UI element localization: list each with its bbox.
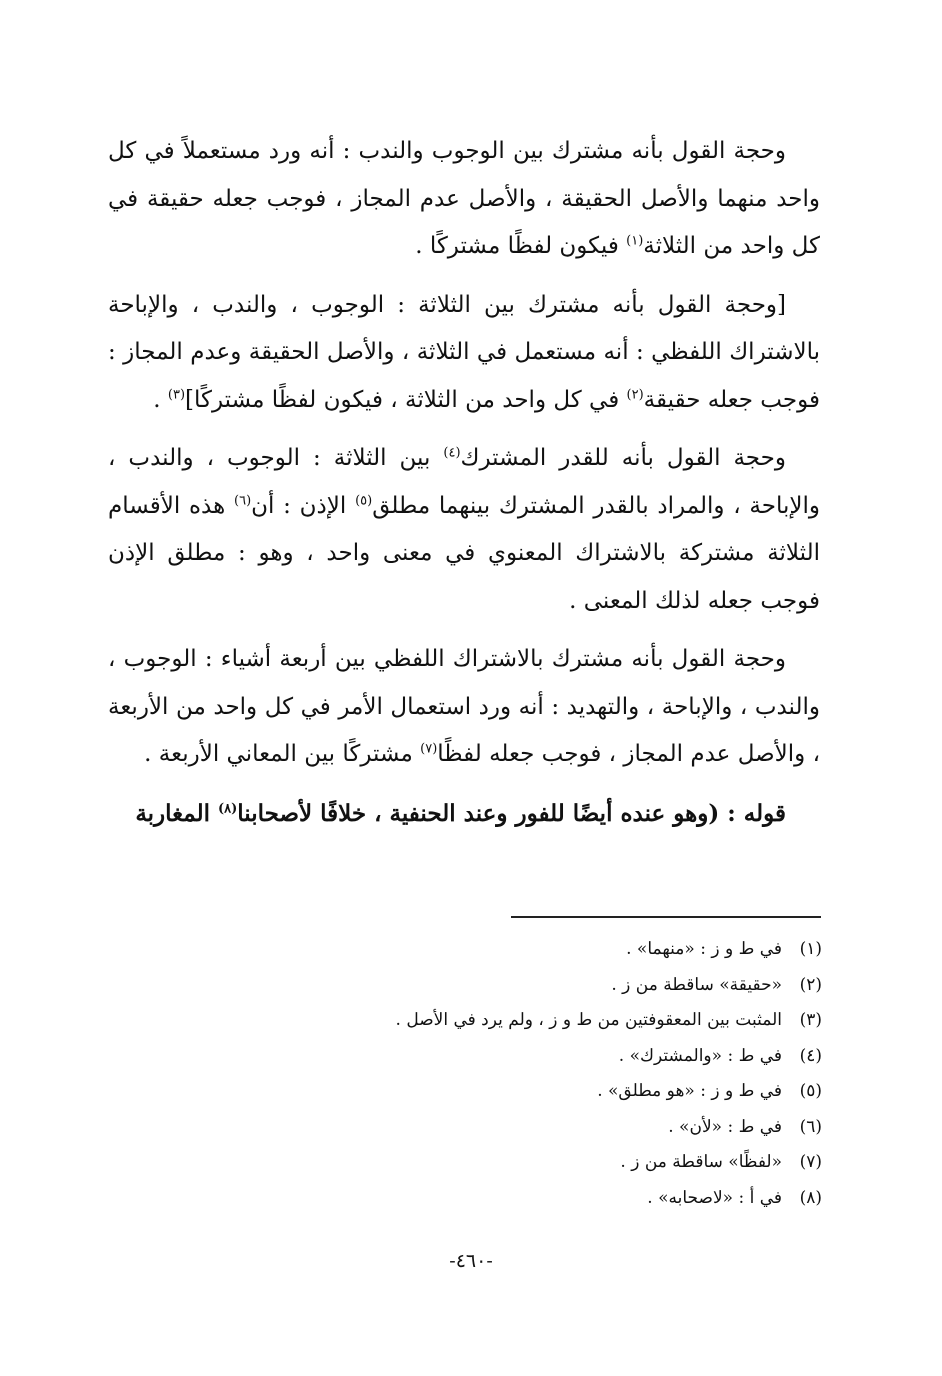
footnote-item — [122, 968, 822, 1004]
footnotes-list — [122, 932, 822, 1216]
footnote-text: المثبت بين المعقوفتين من ط و ز ، ولم يرد في الأصل . — [395, 1010, 782, 1030]
paragraph-2 — [108, 282, 820, 425]
footnote-item — [122, 1003, 822, 1039]
footnote-ref-4[interactable]: (٤) — [443, 445, 461, 461]
footnote-ref-3[interactable]: (٣) — [167, 386, 186, 402]
text-run: هذه الأقسام الثلاثة مشتركة بالاشتراك المعنوي في معنى واحد ، وهو : مطلق الإذن فوجب جعله لذلك المعنى . — [108, 492, 820, 614]
footnote-number: (٥) — [799, 1081, 822, 1101]
quote-line — [108, 790, 820, 838]
footnote-text: «حقيقة» ساقطة من ز . — [611, 974, 782, 995]
text-run: في كل واحد من الثلاثة ، فيكون لفظًا مشتركًا] — [185, 386, 627, 413]
footnote-text: في ط : «والمشترك» . — [618, 1045, 782, 1066]
footnote-ref-5[interactable]: (٥) — [355, 492, 373, 508]
footnote-ref-1[interactable]: (١) — [626, 233, 644, 249]
footnote-ref-7[interactable]: (٧) — [420, 741, 438, 757]
footnote-text: في ط و ز : «هو مطلق» . — [597, 1081, 782, 1101]
text-run: وحجة القول بأنه للقدر المشترك — [460, 445, 786, 471]
text-run: الإذن : أن — [251, 492, 356, 519]
footnote-text: في ط : «لأن» . — [668, 1116, 782, 1137]
footnote-item — [122, 1110, 822, 1146]
footnote-ref-6[interactable]: (٦) — [234, 492, 252, 508]
text-run: قوله : (وهو عنده أيضًا للفور وعند الحنفية ، خلافًا لأصحابنا — [237, 799, 786, 827]
footnote-text: في أ : «لاصحابه» . — [647, 1187, 782, 1208]
footnote-item — [122, 1145, 822, 1181]
footnote-item — [122, 1039, 822, 1075]
paragraph-1 — [108, 128, 820, 271]
text-run: . — [153, 386, 168, 413]
footnote-number: (١) — [799, 939, 822, 959]
footnote-number: (٧) — [799, 1152, 822, 1172]
text-run: وحجة القول بأنه مشترك بالاشتراك اللفظي بين أربعة أشياء : الوجوب ، والندب ، والإباحة ، والتهديد : أنه ورد استعمال الأمر في كل واحد من الأربعة ، والأصل عدم المجاز ، فوجب جعله لفظًا — [108, 646, 820, 767]
footnote-number: (٤) — [799, 1045, 822, 1066]
text-run: مشتركًا بين المعاني الأربعة . — [144, 741, 421, 767]
footnote-item — [122, 1074, 822, 1110]
footnote-text: «لفظًا» ساقطة من ز . — [620, 1152, 782, 1172]
footnote-ref-8[interactable]: (٨) — [217, 800, 238, 816]
paragraph-3 — [108, 435, 820, 625]
footnote-number: (٢) — [799, 974, 822, 995]
footnote-text: في ط و ز : «منهما» . — [626, 939, 782, 959]
footnote-number: (٣) — [799, 1010, 822, 1030]
footnote-ref-2[interactable]: (٢) — [626, 386, 644, 402]
text-run: المغاربة — [135, 799, 218, 827]
footnote-item — [122, 1181, 822, 1217]
text-run: وحجة القول بأنه مشترك بين الوجوب والندب : أنه ورد مستعملاً في كل واحد منهما والأصل الحقيقة ، والأصل عدم المجاز ، فوجب جعله حقيقة في كل واحد من الثلاثة — [108, 138, 820, 259]
footnote-number: (٦) — [799, 1116, 822, 1137]
paragraph-4 — [108, 636, 820, 779]
text-run: [وحجة القول بأنه مشترك بين الثلاثة : الوجوب ، والندب ، والإباحة بالاشتراك اللفظي : أنه مستعمل في الثلاثة ، والأصل الحقيقة وعدم المجاز : فوجب جعله حقيقة — [108, 291, 820, 413]
text-run: فيكون لفظًا مشتركًا . — [415, 233, 627, 259]
footnote-number: (٨) — [799, 1187, 822, 1208]
footnote-item — [122, 932, 822, 968]
page-number: -٤٦٠- — [449, 1250, 493, 1272]
main-text — [108, 128, 820, 837]
footnote-divider — [511, 916, 821, 918]
text-run: بين الثلاثة : الوجوب ، والندب ، والإباحة ، والمراد بالقدر المشترك بينهما مطلق — [108, 445, 820, 519]
